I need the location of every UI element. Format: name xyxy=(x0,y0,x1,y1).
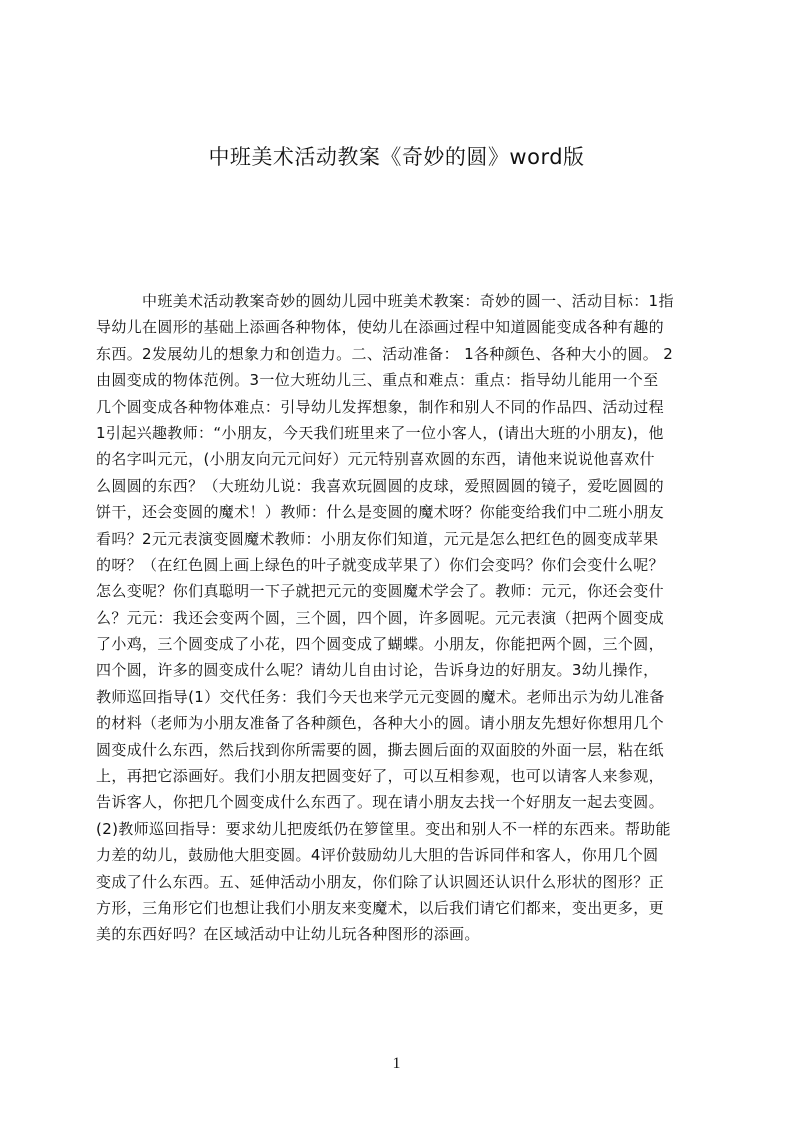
body-line: 东西。2发展幼儿的想象力和创造力。二、活动准备： 1各种颜色、各种大小的圆。 2 xyxy=(96,344,674,363)
body-line: 上，再把它添画好。我们小朋友把圆变好了，可以互相参观，也可以请客人来参观， xyxy=(96,767,664,786)
body-line: 导幼儿在圆形的基础上添画各种物体，使幼儿在添画过程中知道圆能变成各种有趣的 xyxy=(96,318,664,337)
body-line: 教师巡回指导(1）交代任务：我们今天也来学元元变圆的魔术。老师出示为幼儿准备 xyxy=(96,687,665,706)
body-line: 饼干，还会变圆的魔术！）教师：什么是变圆的魔术呀？你能变给我们中二班小朋友 xyxy=(96,503,664,522)
page-number: 1 xyxy=(392,1055,401,1072)
body-line: 力差的幼儿，鼓励他大胆变圆。4评价鼓励幼儿大胆的告诉同伴和客人，你用几个圆 xyxy=(96,846,659,865)
body-line: 几个圆变成各种物体难点：引导幼儿发挥想象，制作和别人不同的作品四、活动过程 xyxy=(96,397,664,416)
body-line: 四个圆，许多的圆变成什么呢？请幼儿自由讨论，告诉身边的好朋友。3幼儿操作， xyxy=(96,661,659,680)
body-line: 怎么变呢？你们真聪明一下子就把元元的变圆魔术学会了。教师：元元，你还会变什 xyxy=(96,582,664,601)
body-line: 圆变成什么东西，然后找到你所需要的圆，撕去圆后面的双面胶的外面一层，粘在纸 xyxy=(96,740,664,759)
body-line: 了小鸡，三个圆变成了小花，四个圆变成了蝴蝶。小朋友，你能把两个圆，三个圆， xyxy=(96,635,664,654)
body-line: 告诉客人，你把几个圆变成什么东西了。现在请小朋友去找一个好朋友一起去变圆。 xyxy=(96,793,664,812)
body-line: 么圆圆的东西？（大班幼儿说：我喜欢玩圆圆的皮球，爱照圆圆的镜子，爱吃圆圆的 xyxy=(96,476,664,495)
document-title: 中班美术活动教案《奇妙的圆》word版 xyxy=(208,145,585,169)
body-line: (2)教师巡回指导：要求幼儿把废纸仍在箩筐里。变出和别人不一样的东西来。帮助能 xyxy=(96,819,671,838)
body-line: 变成了什么东西。五、延伸活动小朋友，你们除了认识圆还认识什么形状的图形？正 xyxy=(96,872,664,891)
body-line: 由圆变成的物体范例。3一位大班幼儿三、重点和难点：重点：指导幼儿能用一个至 xyxy=(96,371,659,390)
body-line: 美的东西好吗？在区域活动中让幼儿玩各种图形的添画。 xyxy=(96,925,480,944)
body-line: 的名字叫元元，(小朋友向元元问好）元元特别喜欢圆的东西，请他来说说他喜欢什 xyxy=(96,450,655,469)
body-line: 么？元元：我还会变两个圆，三个圆，四个圆，许多圆呢。元元表演（把两个圆变成 xyxy=(96,608,664,627)
body-line: 看吗？2元元表演变圆魔术教师：小朋友你们知道，元元是怎么把红色的圆变成苹果 xyxy=(96,529,659,548)
body-line: 中班美术活动教案奇妙的圆幼儿园中班美术教案：奇妙的圆一、活动目标：1指 xyxy=(142,292,674,310)
body-line: 方形，三角形它们也想让我们小朋友来变魔术，以后我们请它们都来，变出更多，更 xyxy=(96,898,664,917)
body-line: 1引起兴趣教师：“小朋友，今天我们班里来了一位小客人，(请出大班的小朋友)，他 xyxy=(96,423,664,442)
body-line: 的呀？（在红色圆上画上绿色的叶子就变成苹果了）你们会变吗？你们会变什么呢？ xyxy=(96,555,664,574)
body-line: 的材料（老师为小朋友准备了各种颜色，各种大小的圆。请小朋友先想好你想用几个 xyxy=(96,714,664,733)
document-body xyxy=(96,288,698,948)
